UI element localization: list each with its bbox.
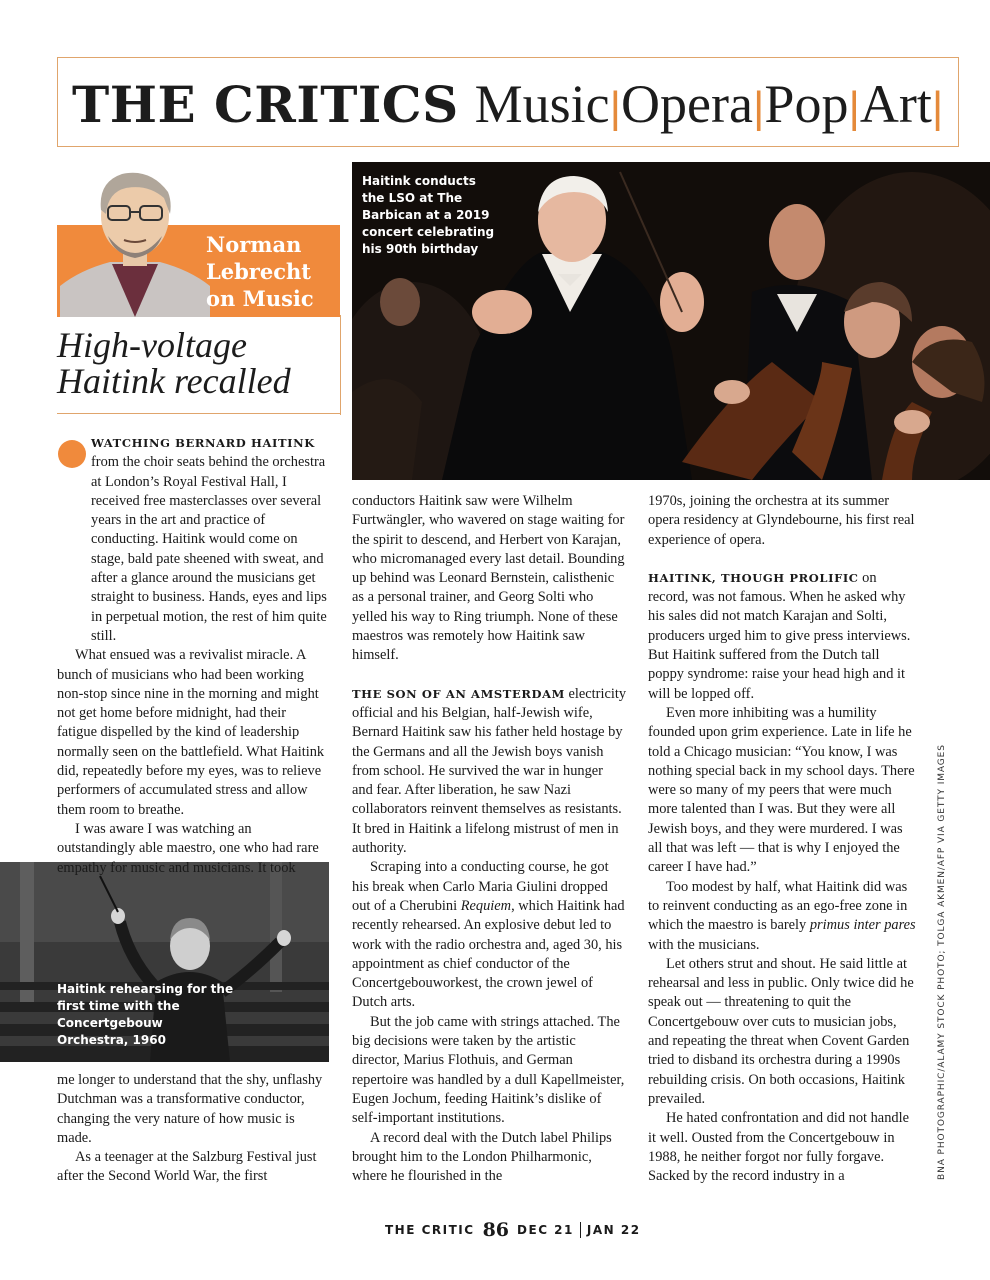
columnist-name-line: on Music [206, 286, 314, 311]
article-column-1-bottom [57, 1071, 332, 1187]
paragraph-text: on record, was not famous. When he asked why his sales did not match Karajan and Solti, producers urged him to give press interviews. But Haitink suffered from the Dutch tall poppy syndrome: raise your head high and it will be lopped off. [648, 569, 911, 702]
footer-separator [580, 1222, 581, 1238]
caption-main-photo: Haitink conducts the LSO at The Barbican at a 2019 concert celebrating his 90th birthday [362, 174, 495, 256]
section-music: Music [474, 74, 610, 134]
paragraph-text: Too modest by half, what Haitink did was to reinvent conducting as an ego-free zone in which the maestro is barely [648, 878, 908, 934]
separator: | [931, 83, 944, 132]
paragraph-text: electricity official and his Belgian, half-Jewish wife, Bernard Haitink saw his father held hostage by the Germans and all the Jewish boys vanish from school. He survived the war in hunger and fear. After liberation, he saw Nazi collaborators reinvent themselves as resistants. It bred in Haitink a lifelong mistrust of men in authority. [352, 685, 627, 857]
paragraph [352, 685, 627, 859]
paragraph: What ensued was a revivalist miracle. A bunch of musicians who had been working non-stop since nine in the morning and might not get home before midnight, had their fatigue dispelled by the kind of leadership normally seen on the battlefield. What Haitink did, repeatedly before my eyes, was to relieve performers of accumulated stress and allow them room to breathe. [57, 647, 325, 818]
photo-credit: BNA PHOTOGRAPHIC/ALAMY STOCK PHOTO; TOLGA AKMEN/AFP VIA GETTY IMAGES [937, 744, 947, 1180]
page-footer [385, 1218, 641, 1242]
separator: | [609, 83, 622, 132]
article-column-1-top [57, 434, 327, 878]
columnist-name-line: Norman [206, 232, 302, 257]
article-headline [57, 327, 342, 399]
section-title [72, 74, 943, 134]
columnist-name-line: Lebrecht [206, 259, 311, 284]
paragraph-text: from the choir seats behind the orchestra at London’s Royal Festival Hall, I received free masterclasses over several years in the art and practice of conducting. Haitink would come on stage, bald pate sheened with sweat, and after a glance around the musicians get straight to business. Hands, eyes and lips in perpetual motion, the rest of him quite still. [91, 454, 327, 644]
columnist-portrait [60, 158, 210, 317]
paragraph: As a teenager at the Salzburg Festival just after the Second World War, the first [57, 1149, 317, 1185]
paragraph-emphasis: Requiem [460, 897, 512, 914]
paragraph: conductors Haitink saw were Wilhelm Furtwängler, who wavered on stage waiting for the spirit to descend, and Herbert von Karajan, who micromanaged every last detail. Bounding up behind was Leonard Bernstein, calisthenic as a personal trainer, and Georg Solti who yelled his way to Ring triumph. None of these maestros was remotely how Haitink saw himself. [352, 493, 625, 664]
paragraph [57, 434, 327, 646]
paragraph [648, 569, 918, 704]
section-title-bold: THE CRITICS [72, 75, 459, 134]
headline-line: High-voltage [57, 325, 247, 365]
paragraph-text: with the musicians. [648, 936, 760, 953]
section-pop: Pop [764, 74, 849, 134]
headline-line: Haitink recalled [57, 361, 291, 401]
paragraph: Even more inhibiting was a humility founded upon grim experience. Late in life he told a Chicago musician: “You know, I was nothing special back in my school days. There were so many of my peers that were much more talented than I was. But they were all Jewish boys, and they were murdered. I was all that was left — that is why I enjoyed the career I have had.” [648, 704, 915, 876]
headline-rule [57, 413, 340, 414]
paragraph: 1970s, joining the orchestra at its summer opera residency at Glyndebourne, his first real experience of opera. [648, 493, 915, 548]
headline-vertical-rule [340, 315, 341, 415]
paragraph [648, 878, 918, 955]
article-column-3 [648, 492, 918, 1186]
paragraph [352, 858, 627, 1012]
page-number: 86 [482, 1219, 510, 1241]
section-opera: Opera [621, 74, 753, 134]
paragraph-emphasis: primus inter pares [809, 917, 916, 934]
article-column-2 [352, 492, 627, 1186]
paragraph-text: , which Haitink had recently rehearsed. An explosive debut led to work with the radio orchestra and, aged 30, his appointment as chief conductor of the Concertgebouworkest, the crown jewel of Dutch arts. [352, 897, 625, 1011]
paragraph: me longer to understand that the shy, unflashy Dutchman was a transformative conductor, changing the very nature of how music is made. [57, 1072, 323, 1146]
footer-issue: DEC 21 [517, 1223, 574, 1237]
paragraph-lead: THE SON OF AN AMSTERDAM [352, 686, 565, 701]
section-art: Art [859, 74, 932, 134]
paragraph: A record deal with the Dutch label Philips brought him to the London Philharmonic, where he flourished in the [352, 1129, 612, 1185]
paragraph: But the job came with strings attached. The big decisions were taken by the artistic director, Marius Flothuis, and German repertoire was handled by a dull Kapellmeister, Eugen Jochum, feeding Haitink’s dislike of self-important institutions. [352, 1013, 625, 1127]
paragraph-text: Scraping into a conducting course, he got his break when Carlo Maria Giulini dropped out of a Cherubini [352, 859, 609, 914]
paragraph-lead: HAITINK, THOUGH PROLIFIC [648, 570, 859, 585]
caption-small-photo: Haitink rehearsing for the first time with the Concertgebouw Orchestra, 1960 [57, 982, 234, 1047]
paragraph: He hated confrontation and did not handle it well. Ousted from the Concertgebouw in 1988, he neither forgot nor fully forgave. Sacked by the record industry in a [648, 1110, 909, 1185]
columnist-name [206, 231, 336, 312]
separator: | [848, 83, 860, 132]
paragraph: Let others strut and shout. He said little at rehearsal and less in public. Only twice did he speak out — threatening to quit the Concertgebouw over cuts to musician jobs, and repeating the threat when Covent Garden tried to disband its orchestra during a 1990s rebuilding crisis. On both occasions, Haitink prevailed. [648, 955, 914, 1107]
footer-magazine: THE CRITIC [385, 1223, 475, 1237]
footer-issue: JAN 22 [586, 1223, 641, 1237]
paragraph-lead: WATCHING BERNARD HAITINK [91, 436, 315, 450]
separator: | [752, 83, 765, 132]
paragraph: I was aware I was watching an outstandingly able maestro, one who had rare empathy for music and musicians. It took [57, 820, 319, 876]
